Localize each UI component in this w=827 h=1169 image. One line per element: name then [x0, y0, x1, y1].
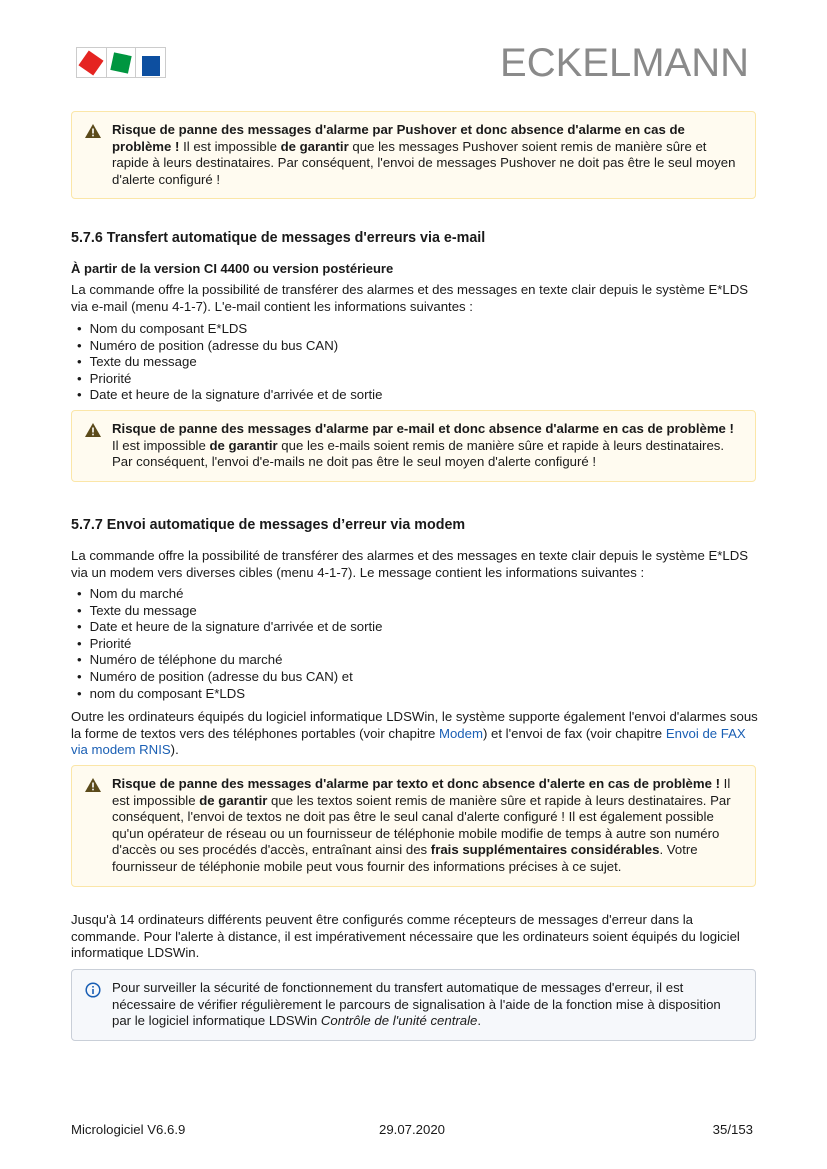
logo: [76, 47, 166, 78]
text: Il est impossible: [112, 776, 731, 808]
text: ).: [170, 742, 179, 758]
warning-icon: [85, 124, 101, 138]
text: .: [477, 1013, 482, 1029]
list-item: • Texte du message: [77, 354, 382, 371]
list-item: • nom du composant E*LDS: [77, 686, 382, 703]
section-heading-5-7-7: 5.7.7 Envoi automatique de messages d’erreur via modem: [71, 517, 466, 533]
warning-icon: [85, 778, 101, 792]
paragraph: [71, 709, 761, 759]
list-item: • Date et heure de la signature d'arrivée et de sortie: [77, 619, 382, 636]
italic-text: Contrôle de l'unité centrale: [320, 1013, 478, 1029]
paragraph: La commande offre la possibilité de transférer des alarmes et des messages en texte clair depuis le système E*LDS via e-mail (menu 4-1-7). L'e-mail contient les informations suivantes :: [71, 282, 749, 314]
list-item: • Numéro de position (adresse du bus CAN): [77, 338, 382, 355]
warning-title: Risque de panne des messages d'alarme par texto et donc absence d'alerte en cas de problème !: [112, 776, 720, 791]
list-item: • Date et heure de la signature d'arrivée et de sortie: [77, 387, 382, 404]
bullet-list: [77, 321, 382, 404]
text: ) et l'envoi de fax (voir chapitre: [482, 725, 666, 741]
bold-text: frais supplémentaires considérables: [430, 842, 660, 858]
warning-callout-email: [71, 410, 756, 482]
paragraph: Jusqu'à 14 ordinateurs différents peuvent être configurés comme récepteurs de messages d'erreur dans la commande. Pour l'alerte à distance, il est impérativement nécessaire que les ordinateurs soient équipés du logiciel informatique LDSWin.: [71, 912, 740, 961]
info-callout: [71, 969, 756, 1041]
subheading: À partir de la version CI 4400 ou version postérieure: [71, 261, 394, 276]
bold-text: de garantir: [280, 138, 349, 154]
list-item: • Priorité: [77, 371, 382, 388]
list-item: • Nom du marché: [77, 586, 382, 603]
link-modem[interactable]: Modem: [438, 725, 483, 741]
link-fax-rnis[interactable]: Envoi de FAX via modem RNIS: [71, 725, 746, 758]
info-icon: [85, 982, 101, 998]
warning-title: Risque de panne des messages d'alarme par e-mail et donc absence d'alarme en cas de problème !: [112, 421, 734, 436]
text: que les e-mails soient remis de manière sûre et rapide à leurs destinataires. Par conséquent, l'envoi d'e-mails ne doit pas être le seul moyen d'alerte configuré !: [112, 437, 725, 470]
text: Il est impossible: [112, 437, 210, 453]
warning-title: Risque de panne des messages d'alarme par Pushover et donc absence d'alarme en cas de problème !: [112, 122, 685, 154]
text: Pour surveiller la sécurité de fonctionnement du transfert automatique de messages d'erreur, il est nécessaire de vérifier régulièrement le parcours de signalisation à l'aide de la fonction mise à disposition par le logiciel informatique LDSWin: [112, 980, 721, 1029]
list-item: • Numéro de position (adresse du bus CAN) et: [77, 669, 382, 686]
warning-callout-pushover: [71, 111, 756, 199]
footer-version: Micrologiciel V6.6.9: [71, 1122, 186, 1137]
text: . Votre fournisseur de téléphonie mobile peut vous fournir des informations précises à ce sujet.: [112, 842, 698, 874]
footer-date: 29.07.2020: [379, 1122, 446, 1137]
text: que les textos soient remis de manière sûre et rapide à leurs destinataires. Par conséquent, l'envoi de textos ne doit pas être le seul canal d'alerte configuré ! Il est également possible qu'un opérateur de réseau ou un fournisseur de téléphonie mobile modifie de temps à autre son numéro d'accès ou ses procédés d'accès, entraînant ainsi des: [112, 792, 731, 858]
footer-page-number: 35/153: [712, 1122, 753, 1137]
warning-callout-sms: [71, 765, 756, 887]
brand-name: ECKELMANN: [500, 41, 749, 85]
bold-text: de garantir: [209, 437, 278, 453]
bold-text: de garantir: [199, 792, 268, 808]
text: que les messages Pushover soient remis de manière sûre et rapide à leurs destinataires. Par conséquent, l'envoi de messages Pushover ne doit pas être le seul moyen d'alerte configuré !: [112, 138, 736, 187]
bullet-list: [77, 586, 382, 702]
list-item: • Numéro de téléphone du marché: [77, 652, 382, 669]
warning-icon: [85, 423, 101, 437]
text: Outre les ordinateurs équipés du logiciel informatique LDSWin, le système supporte également l'envoi d'alarmes sous la forme de textos vers des téléphones portables (voir chapitre: [71, 709, 758, 741]
list-item: • Priorité: [77, 636, 382, 653]
text: Il est impossible: [179, 138, 281, 154]
list-item: • Texte du message: [77, 603, 382, 620]
section-heading-5-7-6: 5.7.6 Transfert automatique de messages d'erreurs via e-mail: [71, 230, 486, 246]
list-item: • Nom du composant E*LDS: [77, 321, 382, 338]
paragraph: La commande offre la possibilité de transférer des alarmes et des messages en texte clair depuis le système E*LDS via un modem vers diverses cibles (menu 4-1-7). Le message contient les informations suivantes :: [71, 548, 749, 580]
